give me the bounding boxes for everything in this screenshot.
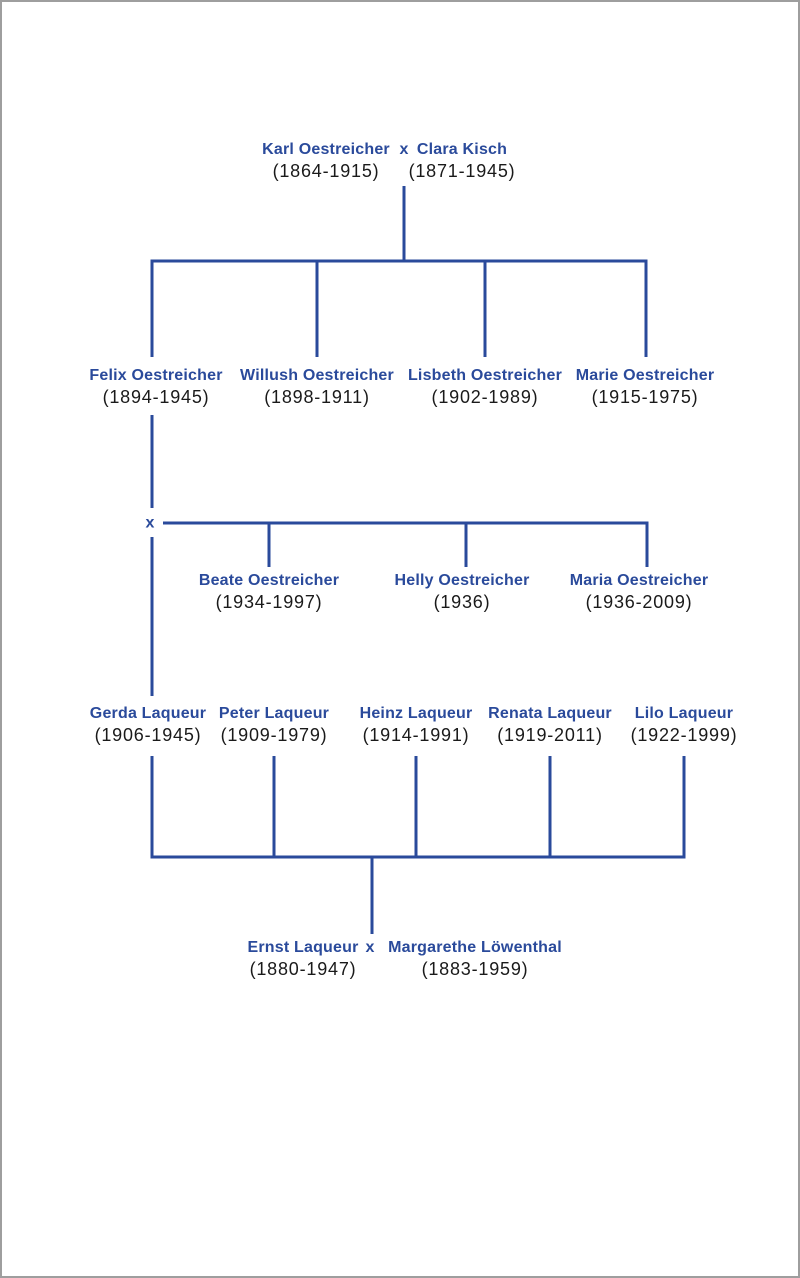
person-name: Beate Oestreicher bbox=[198, 572, 340, 589]
person-clara-kisch bbox=[409, 139, 516, 182]
person-dates: (1914-1991) bbox=[362, 725, 470, 745]
person-dates: (1880-1947) bbox=[249, 959, 357, 979]
person-lilo-laqueur bbox=[631, 703, 738, 746]
person-helly-oestreicher bbox=[394, 570, 529, 613]
connector-felix-gerda-rail bbox=[163, 523, 647, 567]
person-felix-oestreicher bbox=[89, 365, 222, 408]
person-name: Clara Kisch bbox=[416, 141, 508, 158]
person-name: Renata Laqueur bbox=[488, 705, 612, 722]
person-dates: (1883-1959) bbox=[421, 959, 529, 979]
person-name: Peter Laqueur bbox=[218, 705, 330, 722]
person-willush-oestreicher bbox=[240, 365, 394, 408]
person-name: Maria Oestreicher bbox=[569, 572, 709, 589]
person-dates: (1936-2009) bbox=[585, 592, 693, 612]
person-dates: (1934-1997) bbox=[215, 592, 323, 612]
marriage-x-felix-gerda: x bbox=[145, 514, 155, 532]
person-name: Helly Oestreicher bbox=[394, 572, 530, 589]
person-beate-oestreicher bbox=[199, 570, 339, 613]
person-name: Margarethe Löwenthal bbox=[388, 939, 562, 956]
person-dates: (1864-1915) bbox=[272, 161, 380, 181]
person-margarethe-loewenthal bbox=[388, 937, 562, 980]
marriage-x-ernst-margarethe: x bbox=[365, 939, 375, 956]
person-maria-oestreicher bbox=[570, 570, 709, 613]
person-name: Gerda Laqueur bbox=[89, 705, 207, 722]
person-gerda-laqueur bbox=[90, 703, 206, 746]
person-heinz-laqueur bbox=[360, 703, 473, 746]
connector-laqueur-rail bbox=[152, 756, 684, 857]
person-name: Heinz Laqueur bbox=[359, 705, 473, 722]
person-lisbeth-oestreicher bbox=[408, 365, 562, 408]
person-name: Marie Oestreicher bbox=[575, 367, 715, 384]
connector-gen2-rail bbox=[152, 261, 646, 357]
person-dates: (1902-1989) bbox=[431, 387, 539, 407]
person-dates: (1936) bbox=[433, 592, 491, 612]
person-marie-oestreicher bbox=[576, 365, 715, 408]
person-dates: (1906-1945) bbox=[94, 725, 202, 745]
person-name: Karl Oestreicher bbox=[262, 141, 390, 158]
person-dates: (1909-1979) bbox=[220, 725, 328, 745]
person-ernst-laqueur bbox=[247, 937, 358, 980]
tree-connector-lines bbox=[2, 2, 800, 1278]
person-dates: (1898-1911) bbox=[264, 387, 370, 407]
person-dates: (1894-1945) bbox=[102, 387, 210, 407]
person-name: Lilo Laqueur bbox=[634, 705, 734, 722]
person-name: Willush Oestreicher bbox=[240, 367, 394, 384]
person-name: Felix Oestreicher bbox=[89, 367, 223, 384]
person-name: Ernst Laqueur bbox=[247, 939, 359, 956]
person-peter-laqueur bbox=[219, 703, 329, 746]
person-dates: (1922-1999) bbox=[630, 725, 738, 745]
person-karl-oestreicher bbox=[262, 139, 390, 182]
person-renata-laqueur bbox=[488, 703, 612, 746]
marriage-x-karl-clara: x bbox=[399, 141, 409, 158]
person-name: Lisbeth Oestreicher bbox=[407, 367, 563, 384]
person-dates: (1919-2011) bbox=[497, 725, 603, 745]
person-dates: (1871-1945) bbox=[408, 161, 516, 181]
person-dates: (1915-1975) bbox=[591, 387, 699, 407]
